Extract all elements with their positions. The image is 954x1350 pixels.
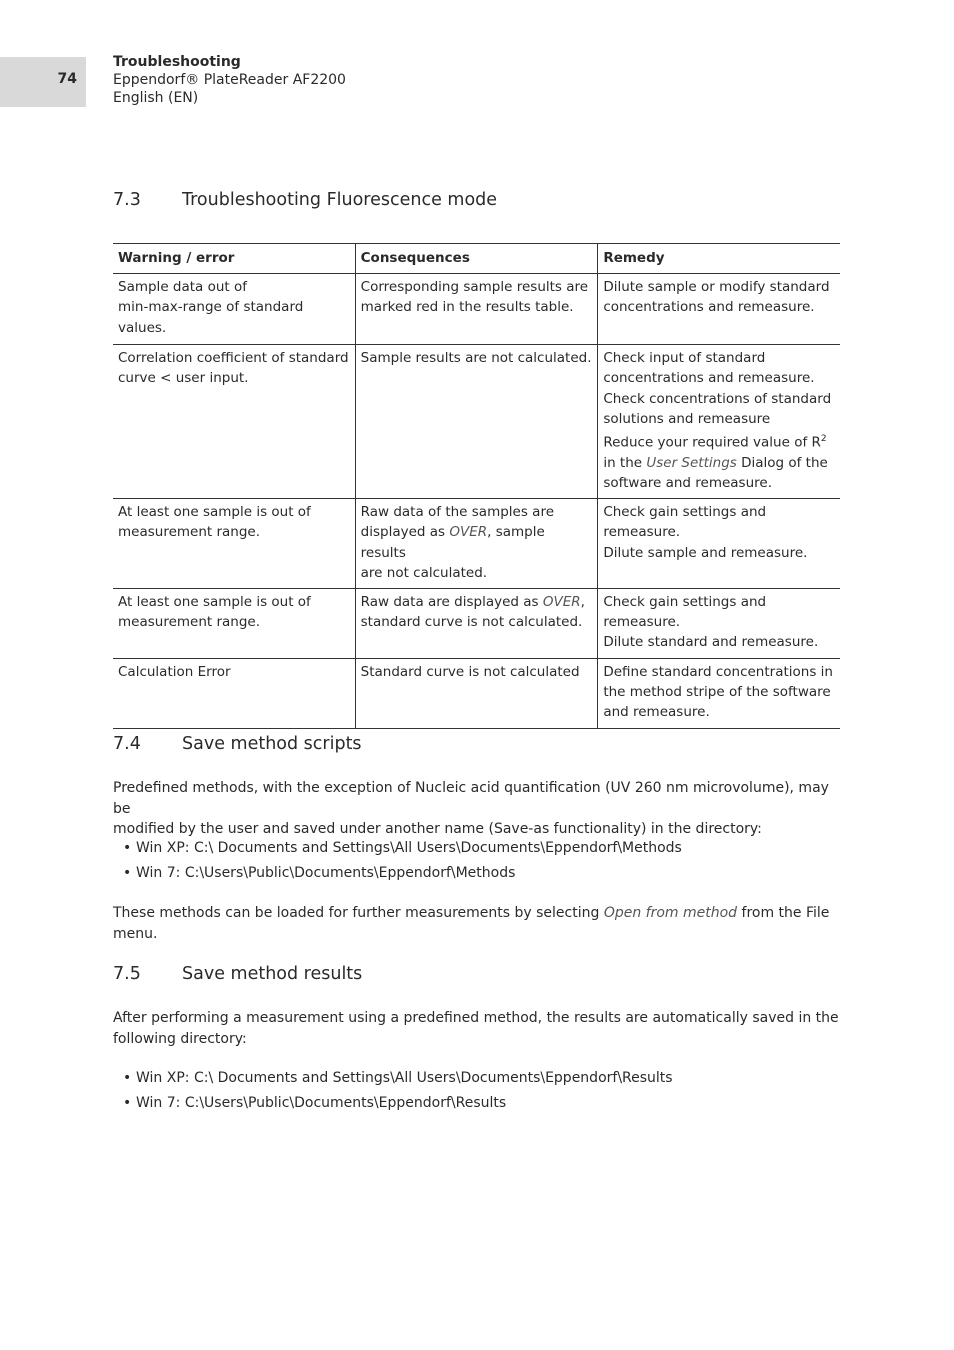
cell-line: solutions and remeasure — [603, 410, 771, 427]
warning-cell — [113, 274, 355, 345]
cell-line: measurement range. — [118, 524, 261, 541]
cell-line — [361, 522, 593, 562]
page-number-tab — [0, 57, 86, 107]
paragraph-line: following directory: — [113, 1030, 247, 1047]
section-7-4-outro — [113, 903, 843, 944]
remedy-cell — [598, 588, 840, 658]
cell-line: Check concentrations of standard — [603, 390, 832, 407]
text-run: , sample results — [360, 524, 545, 561]
consequences-cell — [355, 499, 598, 589]
cell-line: Dilute sample and remeasure. — [603, 544, 808, 561]
table-row — [113, 345, 840, 499]
table-row — [113, 588, 840, 658]
warning-cell — [113, 658, 355, 728]
cell-line: At least one sample is out of — [118, 593, 311, 610]
section-title: Troubleshooting Fluorescence mode — [182, 190, 498, 210]
cell-line: Sample data out of — [118, 279, 248, 296]
bullet-icon: • — [123, 865, 132, 881]
language-label: English (EN) — [113, 90, 199, 106]
section-title: Save method results — [182, 964, 363, 984]
text-run: displayed as — [360, 524, 450, 541]
list-item-text: Win 7: C:\Users\Public\Documents\Eppendorf\Methods — [136, 865, 516, 881]
section-7-5-intro — [113, 1008, 843, 1049]
warning-cell — [113, 588, 355, 658]
cell-line — [603, 453, 835, 473]
bullet-icon: • — [123, 1095, 132, 1111]
cell-line: Corresponding sample results are — [360, 279, 589, 296]
section-heading-7-4 — [113, 734, 362, 754]
list-item-text: Win XP: C:\ Documents and Settings\All Users\Documents\Eppendorf\Results — [136, 1070, 673, 1086]
cell-line: measurement range. — [118, 614, 261, 631]
cell-line: values. — [118, 319, 167, 336]
ui-term-user-settings: User Settings — [646, 454, 737, 471]
cell-line: remeasure. — [603, 614, 681, 631]
section-7-4-intro — [113, 778, 843, 840]
column-header-warning: Warning / error — [113, 244, 355, 274]
cell-line: Raw data of the samples are — [360, 504, 555, 521]
warning-cell — [113, 345, 355, 499]
page-number: 74 — [57, 71, 77, 87]
list-item — [113, 863, 682, 883]
list-item — [113, 1068, 673, 1088]
text-run: Reduce your required value of R — [603, 434, 821, 451]
cell-line: Calculation Error — [118, 663, 231, 680]
remedy-cell — [598, 274, 840, 345]
ui-term-over: OVER — [542, 593, 581, 610]
troubleshooting-table — [113, 243, 840, 729]
bullet-icon: • — [123, 1070, 132, 1086]
remedy-cell — [598, 345, 840, 499]
paragraph-line: modified by the user and saved under another name (Save-as functionality) in the directory: — [113, 821, 762, 837]
cell-line: the method stripe of the software — [603, 684, 831, 701]
paragraph-line: After performing a measurement using a predefined method, the results are automatically saved in the — [113, 1010, 839, 1026]
cell-line: standard curve is not calculated. — [360, 614, 583, 631]
text-run: from the File menu. — [113, 905, 830, 942]
cell-line: Check gain settings and — [603, 593, 767, 610]
results-directory-list — [113, 1068, 673, 1118]
cell-line: Check input of standard — [603, 350, 766, 367]
consequences-cell — [355, 658, 598, 728]
list-item — [113, 838, 682, 858]
text-run: in the — [603, 454, 647, 471]
cell-line: are not calculated. — [360, 564, 488, 581]
section-number: 7.3 — [113, 190, 141, 210]
column-header-remedy: Remedy — [598, 244, 840, 274]
cell-line: At least one sample is out of — [118, 504, 311, 521]
text-run: Dialog of the — [736, 454, 828, 471]
cell-line: min-max-range of standard — [118, 299, 304, 316]
list-item-text: Win 7: C:\Users\Public\Documents\Eppendorf\Results — [136, 1095, 507, 1111]
superscript: 2 — [820, 434, 827, 445]
section-number: 7.5 — [113, 964, 141, 984]
cell-line: Correlation coefficient of standard — [118, 350, 349, 367]
consequences-cell — [355, 274, 598, 345]
cell-line: Dilute sample or modify standard — [603, 279, 830, 296]
table-header-row — [113, 244, 840, 274]
section-heading-7-5 — [113, 964, 362, 984]
section-number: 7.4 — [113, 734, 141, 754]
column-header-consequences: Consequences — [355, 244, 598, 274]
cell-line: Sample results are not calculated. — [360, 350, 592, 367]
table-row — [113, 658, 840, 728]
consequences-cell — [355, 345, 598, 499]
cell-line: software and remeasure. — [603, 474, 772, 491]
section-title: Save method scripts — [182, 734, 362, 754]
table-row — [113, 274, 840, 345]
cell-line: marked red in the results table. — [360, 299, 574, 316]
cell-line: concentrations and remeasure. — [603, 370, 815, 387]
remedy-cell — [598, 658, 840, 728]
list-item — [113, 1093, 673, 1113]
cell-line — [603, 429, 835, 453]
section-heading-7-3 — [113, 190, 497, 210]
table-row — [113, 499, 840, 589]
cell-line: Standard curve is not calculated — [360, 663, 580, 680]
cell-line: Check gain settings and — [603, 504, 767, 521]
bullet-icon: • — [123, 840, 132, 856]
cell-line: concentrations and remeasure. — [603, 299, 815, 316]
cell-line: Define standard concentrations in — [603, 663, 833, 680]
consequences-cell — [355, 588, 598, 658]
list-item-text: Win XP: C:\ Documents and Settings\All Users\Documents\Eppendorf\Methods — [136, 840, 682, 856]
cell-line — [361, 592, 593, 612]
methods-directory-list — [113, 838, 682, 888]
warning-cell — [113, 499, 355, 589]
product-name: Eppendorf® PlateReader AF2200 — [113, 72, 346, 88]
paragraph-line: Predefined methods, with the exception of Nucleic acid quantification (UV 260 nm microvolume), may be — [113, 780, 829, 817]
ui-term-over: OVER — [449, 524, 488, 541]
cell-line: curve < user input. — [118, 370, 249, 387]
remedy-cell — [598, 499, 840, 589]
text-run: , — [580, 593, 585, 610]
cell-line: and remeasure. — [603, 704, 710, 721]
text-run: Raw data are displayed as — [360, 593, 543, 610]
running-header — [113, 53, 346, 107]
text-run: These methods can be loaded for further measurements by selecting — [113, 905, 604, 921]
ui-term-open-from-method: Open from method — [603, 905, 738, 921]
cell-line: remeasure. — [603, 524, 681, 541]
cell-line: Dilute standard and remeasure. — [603, 634, 819, 651]
chapter-title: Troubleshooting — [113, 54, 241, 70]
